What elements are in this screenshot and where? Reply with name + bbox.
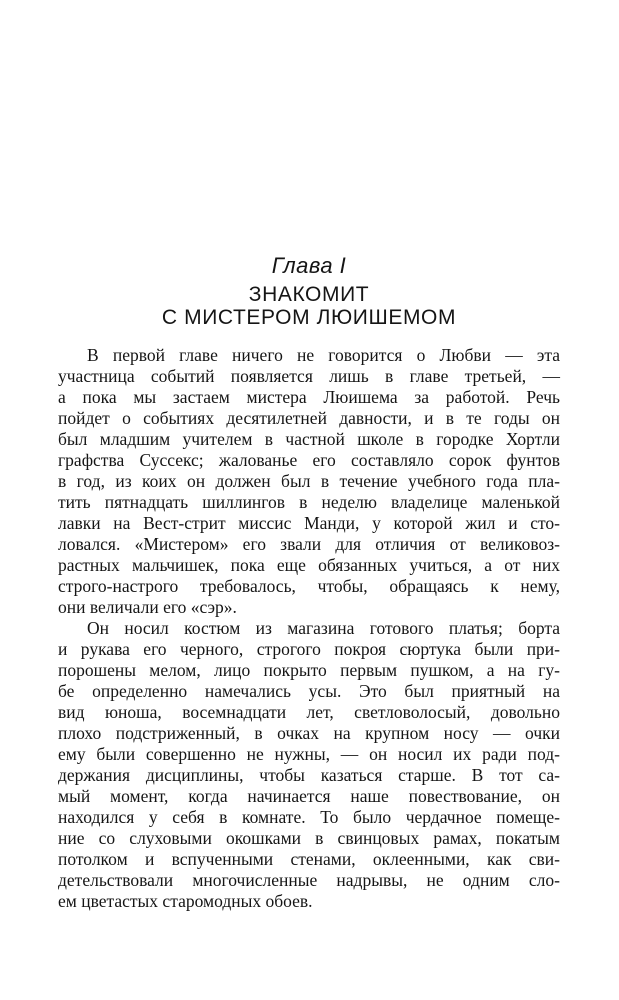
text-line: держания дисциплины, чтобы казаться старше. В тот са- <box>58 765 560 785</box>
text-line: ем цветастых старомодных обоев. <box>58 891 313 911</box>
text-line: ние со слуховыми окошками в свинцовых рамах, покатым <box>58 828 560 848</box>
paragraph <box>58 618 560 912</box>
text-line: и рукава его черного, строгого покроя сюртука были при- <box>58 639 560 659</box>
text-line: тить пятнадцать шиллингов в неделю владелице маленькой <box>58 492 560 512</box>
text-line: детельствовали многочисленные надрывы, не одним сло- <box>58 870 560 890</box>
chapter-title-line-1: ЗНАКОМИТ <box>248 283 370 306</box>
text-line: ловался. «Мистером» его звали для отличия от великовоз- <box>58 534 560 554</box>
text-line: в год, из коих он должен был в течение учебного года пла- <box>58 471 560 491</box>
text-line: потолком и вспученными стенами, оклеенными, как сви- <box>58 849 560 869</box>
chapter-label: Глава I <box>271 253 347 278</box>
text-line: лавки на Вест-стрит миссис Манди, у которой жил и сто- <box>58 513 560 533</box>
text-block <box>58 253 560 912</box>
text-line: порошены мелом, лицо покрыто первым пушком, а на гу- <box>58 660 560 680</box>
text-line: Он носил костюм из магазина готового платья; борта <box>87 618 560 638</box>
text-line: был младшим учителем в частной школе в городке Хортли <box>58 429 560 449</box>
text-line: пойдет о событиях десятилетней давности, и в те годы он <box>58 408 560 428</box>
text-line: плохо подстриженный, в очках на крупном носу — очки <box>58 723 560 743</box>
chapter-title <box>58 283 560 329</box>
chapter-title-line-2: С МИСТЕРОМ ЛЮИШЕМОМ <box>161 306 457 329</box>
text-line: а пока мы застаем мистера Люишема за работой. Речь <box>58 387 560 407</box>
text-line: растных мальчишек, пока еще обязанных учиться, а от них <box>58 555 560 575</box>
text-line: графства Суссекс; жалованье его составляло сорок фунтов <box>58 450 560 470</box>
paragraphs-container <box>58 345 560 912</box>
paragraph <box>58 345 560 618</box>
text-line: мый момент, когда начинается наше повествование, он <box>58 786 560 806</box>
text-line: строго-настрого требовалось, чтобы, обращаясь к нему, <box>58 576 560 596</box>
text-line: участница событий появляется лишь в главе третьей, — <box>58 366 560 386</box>
text-line: бе определенно намечались усы. Это был приятный на <box>58 681 560 701</box>
text-line: вид юноша, восемнадцати лет, светловолосый, довольно <box>58 702 560 722</box>
text-line: ему были совершенно не нужны, — он носил их ради под- <box>58 744 560 764</box>
text-line: находился у себя в комнате. То было чердачное помеще- <box>58 807 560 827</box>
text-line: они величали его «сэр». <box>58 597 237 617</box>
text-line: В первой главе ничего не говорится о Любви — эта <box>87 345 560 365</box>
